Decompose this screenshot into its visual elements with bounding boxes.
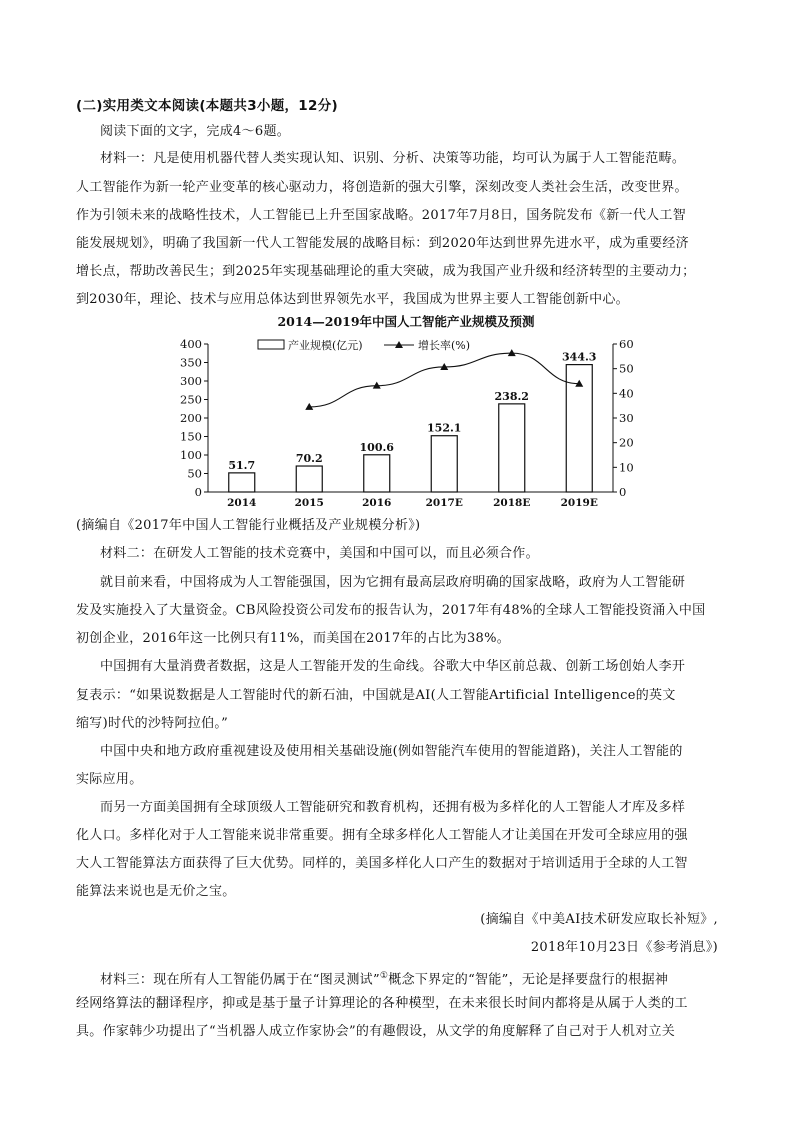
material2-line: 就目前来看，中国将成为人工智能强国，因为它拥有最高层政府明确的国家战略，政府为人工智能研 xyxy=(100,575,686,590)
material2-line: 而另一方面美国拥有全球顶级人工智能研究和教育机构，还拥有极为多样化的人工智能人才库及多样 xyxy=(100,800,686,815)
material2-line: 化人口。多样化对于人工智能来说非常重要。拥有全球多样化人工智能人才让美国在开发可全球应用的强 xyxy=(76,828,688,843)
bar-data-label: 51.7 xyxy=(228,458,256,472)
chart-source: (摘编自《2017年中国人工智能行业概括及产业规模分析》) xyxy=(76,518,421,533)
chart-title: 2014—2019年中国人工智能产业规模及预测 xyxy=(277,314,535,329)
x-tick-label: 2018E xyxy=(493,497,531,509)
footnote-marker[interactable]: ① xyxy=(379,971,389,981)
material1-line: 作为引领未来的战略性技术，人工智能已上升至国家战略。2017年7月8日，国务院发布《新一代人工智 xyxy=(76,208,687,223)
material1-line: 增长点，帮助改善民生；到2025年实现基础理论的重大突破，成为我国产业升级和经济转型的主要动力； xyxy=(76,264,696,279)
bar xyxy=(431,436,457,492)
material1-line: 能发展规划》，明确了我国新一代人工智能发展的战略目标：到2020年达到世界先进水平，成为重要经济 xyxy=(76,236,689,251)
bar xyxy=(499,404,525,492)
material3-line: 经网络算法的翻译程序，抑或是基于量子计算理论的各种模型，在未来很长时间内都将是从属于人类的工 xyxy=(76,996,688,1011)
bar xyxy=(229,473,255,492)
material2-line: 大人工智能算法方面获得了巨大优势。同样的，美国多样化人口产生的数据对于培训适用于全球的人工智 xyxy=(76,856,688,871)
growth-rate-line xyxy=(309,353,579,407)
x-tick-label: 2017E xyxy=(425,497,463,509)
y-left-tick-label: 400 xyxy=(180,337,202,351)
material2-line: 中国中央和地方政府重视建设及使用相关基础设施(例如智能汽车使用的智能道路)，关注人工智能的 xyxy=(100,744,683,759)
material3-text: 概念下界定的“智能”，无论是择要盘行的根据神 xyxy=(388,972,669,988)
y-left-tick-label: 150 xyxy=(180,429,202,444)
y-left-tick-label: 100 xyxy=(180,448,202,462)
x-tick-label: 2015 xyxy=(294,497,324,509)
y-right-tick-label: 10 xyxy=(619,460,634,475)
y-right-tick-label: 0 xyxy=(619,485,627,499)
bar-data-label: 238.2 xyxy=(494,389,529,403)
x-tick-label: 2014 xyxy=(227,497,257,509)
material2-intro: 材料二：在研发人工智能的技术竞赛中，美国和中国可以，而且必须合作。 xyxy=(100,546,539,561)
y-right-tick-label: 20 xyxy=(619,435,634,450)
x-tick-label: 2019E xyxy=(560,497,598,509)
material1-line: 人工智能作为新一轮产业变革的核心驱动力，将创造新的强大引擎，深刻改变人类社会生活，改变世界。 xyxy=(76,180,688,195)
y-left-tick-label: 300 xyxy=(180,374,202,388)
material2-line: 复表示：“如果说数据是人工智能时代的新石油，中国就是AI(人工智能Artificial Intelligence的英文 xyxy=(76,688,676,703)
y-left-tick-label: 350 xyxy=(180,355,202,370)
material2-source-date: 2018年10月23日《参考消息》) xyxy=(530,940,718,955)
material3-line xyxy=(100,968,722,988)
material1-line: 材料一：凡是使用机器代替人类实现认知、识别、分析、决策等功能，均可认为属于人工智能范畴。 xyxy=(100,151,686,166)
material2-line: 能算法来说也是无价之宝。 xyxy=(76,884,236,899)
instruction: 阅读下面的文字，完成4～6题。 xyxy=(100,124,291,139)
legend-bar-swatch xyxy=(258,340,284,349)
material1-line: 到2030年，理论、技术与应用总体达到世界领先水平，我国成为世界主要人工智能创新中心。 xyxy=(76,292,629,307)
material2-line: 初创企业，2016年这一比例只有11%，而美国在2017年的占比为38%。 xyxy=(76,631,511,646)
y-right-tick-label: 30 xyxy=(619,411,634,425)
y-right-tick-label: 60 xyxy=(619,337,634,351)
bar xyxy=(364,455,390,492)
bar-data-label: 152.1 xyxy=(427,421,462,435)
material3-line: 具。作家韩少功提出了“当机器人成立作家协会”的有趣假设，从文学的角度解释了自己对于人机对立关 xyxy=(76,1024,676,1039)
section-title: (二)实用类文本阅读(本题共3小题，12分) xyxy=(76,98,338,114)
y-left-tick-label: 50 xyxy=(187,466,202,481)
bar-data-label: 70.2 xyxy=(295,452,323,466)
material2-source: (摘编自《中美AI技术研发应取长补短》, xyxy=(480,912,718,927)
material2-line: 中国拥有大量消费者数据，这是人工智能开发的生命线。谷歌大中华区前总裁、创新工场创始人李开 xyxy=(100,659,686,674)
y-left-tick-label: 0 xyxy=(194,485,202,499)
legend-line-label: 增长率(%) xyxy=(418,339,471,352)
x-tick-label: 2016 xyxy=(362,497,392,509)
chart-legend xyxy=(258,338,470,352)
legend-bar-label: 产业规模(亿元) xyxy=(288,339,363,352)
y-left-tick-label: 250 xyxy=(180,392,202,407)
y-left-tick-label: 200 xyxy=(180,411,202,425)
material2-line: 实际应用。 xyxy=(76,772,143,787)
material3-text: 材料三：现在所有人工智能仍属于在“图灵测试” xyxy=(100,972,380,988)
y-right-tick-label: 40 xyxy=(619,386,634,401)
material2-line: 缩写)时代的沙特阿拉伯。” xyxy=(76,716,229,731)
bar-data-label: 344.3 xyxy=(562,350,597,364)
bar-data-label: 100.6 xyxy=(359,440,394,454)
bar xyxy=(296,466,322,492)
material2-line: 发及实施投入了大量资金。CB风险投资公司发布的报告认为，2017年有48%的全球人工智能投资涌入中国 xyxy=(76,603,706,618)
y-right-tick-label: 50 xyxy=(619,361,634,376)
industry-scale-chart xyxy=(176,312,636,512)
